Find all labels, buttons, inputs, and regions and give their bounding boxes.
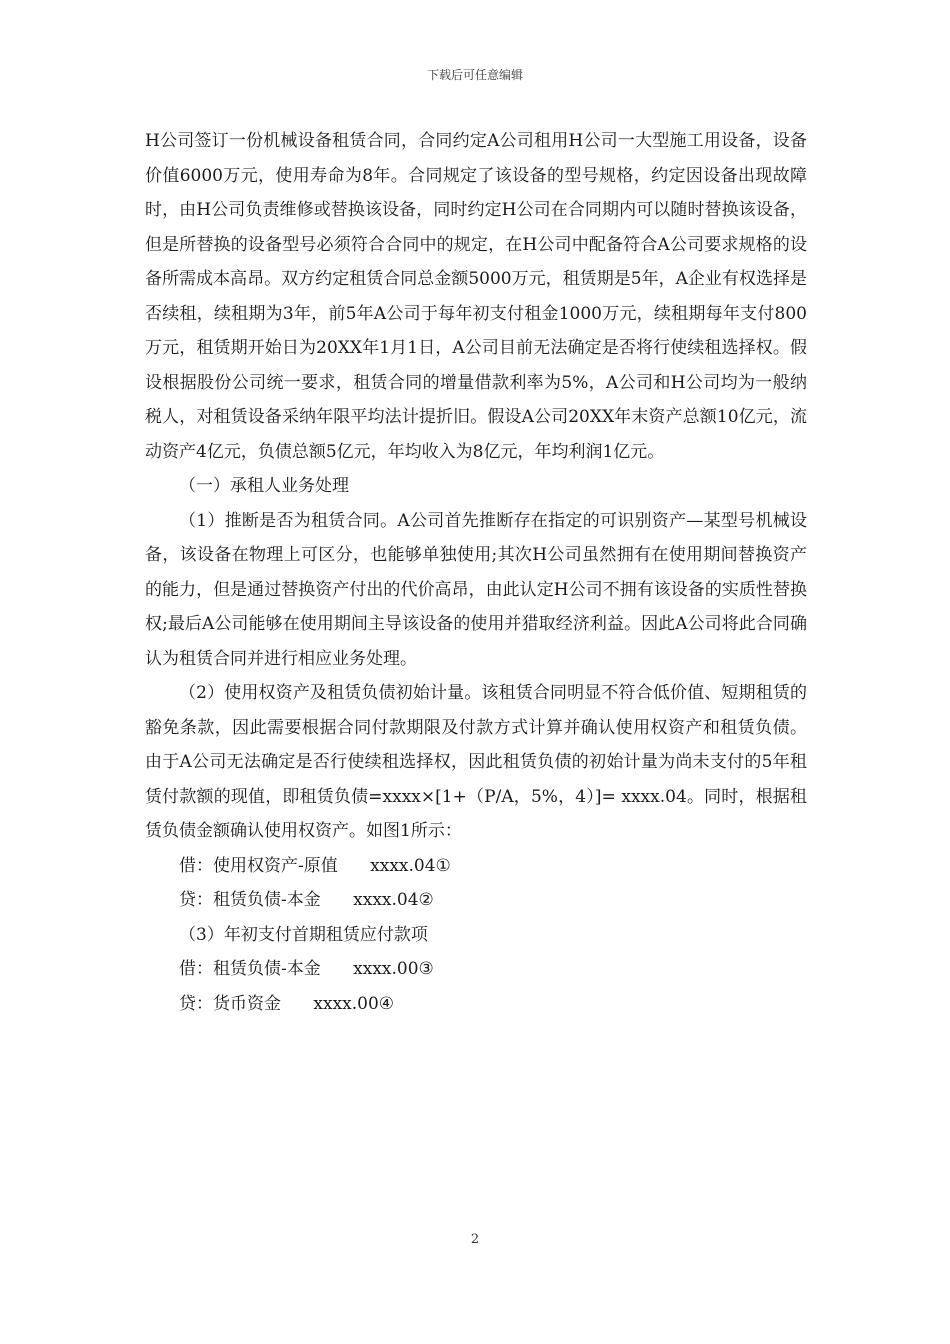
journal-entry-debit-1: 借：使用权资产-原值 xxxx.04①	[179, 855, 451, 876]
page-number: 2	[470, 1232, 480, 1247]
paragraph-case-description: H公司签订一份机械设备租赁合同，合同约定A公司租用H公司一大型施工用设备，设备价值6000万元，使用寿命为8年。合同规定了该设备的型号规格，约定因设备出现故障时，由H公司负责维修或替换该设备，同时约定H公司在合同期内可以随时替换该设备，但是所替换的设备型号必须符合合同中的规定，在H公司中配备符合A公司要求规格的设备所需成本高昂。双方约定租赁合同总金额5000万元，租赁期是5年，A企业有权选择是否续租，续租期为3年，前5年A公司于每年初支付租金1000万元，续租期每年支付800万元，租赁期开始日为20XX年1月1日，A公司目前无法确定是否将行使续租选择权。假设根据股份公司统一要求，租赁合同的增量借款利率为5%，A公司和H公司均为一般纳税人，对租赁设备采纳年限平均法计提折旧。假设A公司20XX年末资产总额10亿元，流动资产4亿元，负债总额5亿元，年均收入为8亿元，年均利润1亿元。	[145, 131, 807, 462]
section-heading-lessee: （一）承租人业务处理	[179, 476, 349, 496]
journal-entry-debit-2: 借：租赁负债-本金 xxxx.00③	[179, 959, 434, 979]
journal-entry-credit-1: 贷：租赁负债-本金 xxxx.04②	[179, 890, 434, 910]
page-header: 下载后可任意编辑	[426, 68, 523, 82]
document-body	[145, 124, 807, 1021]
paragraph-item-3: （3）年初支付首期租赁应付款项	[179, 924, 428, 945]
journal-entry-credit-2: 贷：货币资金 xxxx.00④	[179, 993, 395, 1014]
paragraph-item-1: （1）推断是否为租赁合同。A公司首先推断存在指定的可识别资产—某型号机械设备，该设备在物理上可区分，也能够单独使用;其次H公司虽然拥有在使用期间替换资产的能力，但是通过替换资产付出的代价高昂，由此认定H公司不拥有该设备的实质性替换权;最后A公司能够在使用期间主导该设备的使用并猎取经济利益。因此A公司将此合同确认为租赁合同并进行相应业务处理。	[145, 510, 807, 669]
paragraph-item-2: （2）使用权资产及租赁负债初始计量。该租赁合同明显不符合低价值、短期租赁的豁免条款，因此需要根据合同付款期限及付款方式计算并确认使用权资产和租赁负债。由于A公司无法确定是否行使续租选择权，因此租赁负债的初始计量为尚未支付的5年租赁付款额的现值，即租赁负债=xxxx×[1+（P/A，5%，4）]= xxxx.04。同时，根据租赁负债金额确认使用权资产。如图1所示：	[145, 683, 807, 841]
